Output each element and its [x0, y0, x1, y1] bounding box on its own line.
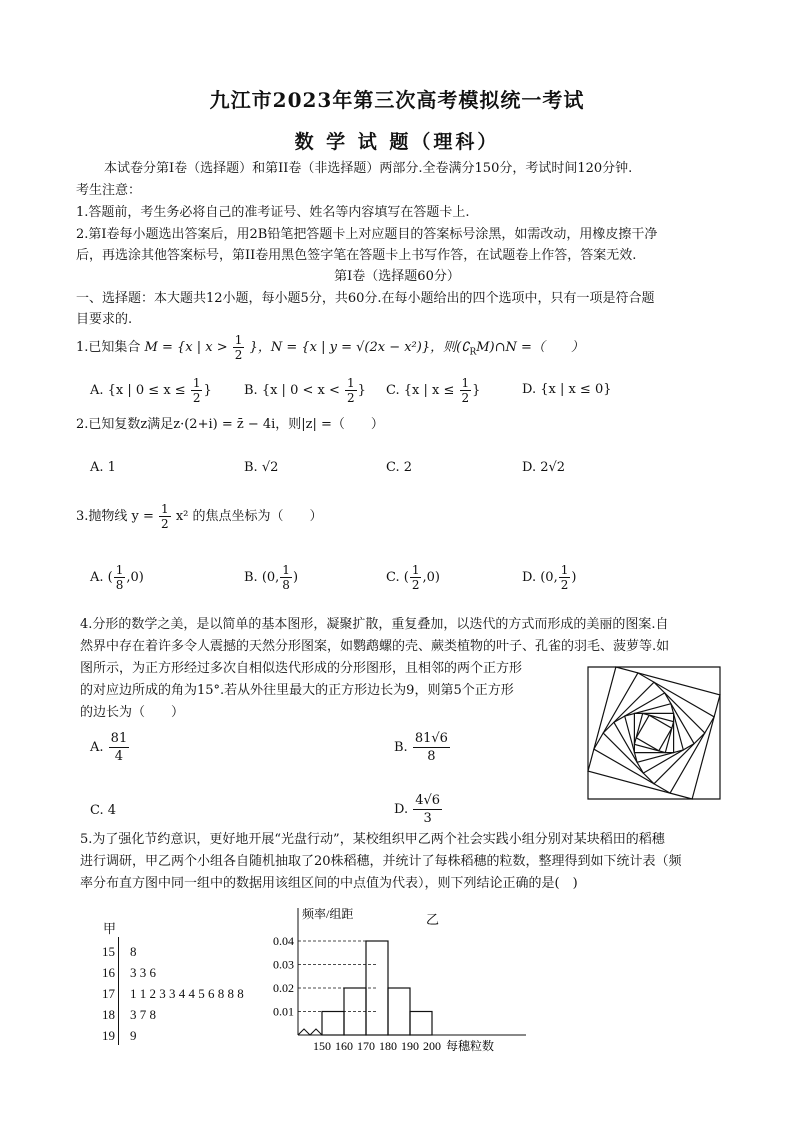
- q5-line-3: 率分布直方图中同一组中的数据用该组区间的中点值为代表），则下列结论正确的是( ): [80, 876, 578, 891]
- q3-c-post: ,0): [422, 570, 440, 585]
- q1-a-den: 2: [192, 391, 201, 405]
- q3-b-pre: B. (0,: [244, 570, 280, 585]
- x-tick-label: 160: [335, 1039, 353, 1053]
- x-tick-label: 180: [379, 1039, 397, 1053]
- q1-half-num: 1: [234, 333, 243, 347]
- q3-a-fraction: [114, 563, 126, 592]
- x-axis-label: 每穗粒数: [446, 1039, 495, 1053]
- part1-title: 第Ⅰ卷（选择题60分）: [334, 269, 460, 284]
- stem-leaf-label: 甲: [103, 921, 117, 936]
- fractal-square: [588, 667, 720, 799]
- q3-a-post: ,0): [126, 570, 144, 585]
- q4-line-5: 的边长为（ ）: [80, 705, 185, 720]
- q3-option-c[interactable]: [386, 563, 440, 593]
- q4-d-num: 4√6: [415, 793, 441, 808]
- x-tick-label: 200: [423, 1039, 441, 1053]
- q4-b-den: 8: [427, 749, 436, 764]
- y-tick-label: 0.04: [273, 934, 294, 948]
- q3-a-pre: A. (: [90, 570, 113, 585]
- q4-b-label: B.: [394, 740, 408, 755]
- histogram-bar: [388, 988, 410, 1035]
- q4-d-label: D.: [394, 802, 409, 817]
- q5-line-2: 进行调研，甲乙两个小组各自随机抽取了20株稻穗，并统计了每株稻穗的粒数，整理得到如下统计表（频: [80, 854, 682, 869]
- stem-value: 19: [102, 1028, 115, 1043]
- q1-half-den: 2: [234, 348, 243, 362]
- question-3-stem: [76, 502, 323, 532]
- notice-item-2b: 后，再选涂其他答案标号，第ⅠⅠ卷用黑色签字笔在答题卡上书写作答，在试题卷上作答，答案无效.: [76, 248, 637, 263]
- stem-value: 18: [102, 1007, 115, 1022]
- q4-option-b[interactable]: [394, 730, 451, 765]
- q3-half-fraction: [159, 502, 171, 531]
- intro-text: 本试卷分第Ⅰ卷（选择题）和第ⅠⅠ卷（非选择题）两部分.全卷满分150分，考试时间120分钟.: [104, 161, 633, 176]
- fractal-square: [634, 713, 673, 752]
- q3-b-post: ): [292, 570, 299, 585]
- q4-d-fraction: [413, 792, 442, 827]
- q4-a-label: A.: [90, 740, 104, 755]
- q3-c-pre: C. (: [386, 570, 409, 585]
- q1-option-c-text: C. {x | x ≤: [386, 383, 455, 398]
- q4-a-num: 81: [110, 731, 128, 746]
- y-axis-label: 频率/组距: [302, 907, 354, 921]
- leaf-column: [130, 941, 244, 1046]
- q1-set-n: }，N = {x | y = √(2x − x²)}，则(∁: [249, 340, 470, 355]
- q3-c-num: 1: [411, 563, 420, 577]
- y-tick-label: 0.02: [273, 981, 294, 995]
- exam-subtitle: 数 学 试 题（理科）: [294, 131, 500, 153]
- q2-option-b[interactable]: B. √2: [244, 460, 279, 475]
- q3-den: 2: [161, 517, 169, 531]
- leaf-values: 1 1 2 3 3 4 4 5 6 8 8 8: [130, 986, 244, 1001]
- question-2-stem: 2.已知复数z满足z·(2+i) = z̄ − 4i，则|z| =（ ）: [76, 417, 384, 432]
- q3-d-fraction: [559, 563, 571, 592]
- fractal-square: [614, 693, 694, 773]
- stem-leaf-divider: [118, 937, 119, 1045]
- q4-d-den: 3: [423, 811, 432, 826]
- chart-title: 乙: [426, 912, 440, 927]
- q2-option-a[interactable]: A. 1: [90, 460, 116, 475]
- q3-option-b[interactable]: [244, 563, 298, 593]
- q3-a-den: 8: [115, 578, 124, 592]
- q4-line-4: 的对应边所成的角为15°.若从外往里最大的正方形边长为9，则第5个正方形: [80, 683, 514, 698]
- q1-b-den: 2: [347, 391, 355, 405]
- q1-half-fraction: [233, 333, 245, 362]
- q2-option-d[interactable]: D. 2√2: [522, 460, 566, 475]
- q1-option-b-text: B. {x | 0 < x <: [244, 383, 340, 398]
- stem-value: 17: [102, 986, 115, 1001]
- fractal-square: [634, 713, 673, 752]
- stem-value: 15: [102, 944, 115, 959]
- q3-d-post: ): [571, 570, 577, 585]
- y-tick-label: 0.01: [273, 1004, 294, 1019]
- q4-b-fraction: [413, 730, 450, 765]
- q1-option-b-fraction: [345, 376, 357, 405]
- q1-option-a-text: A. {x | 0 ≤ x ≤: [90, 383, 186, 398]
- fractal-squares-figure: [584, 663, 724, 803]
- q1-a-num: 1: [192, 376, 201, 390]
- axis-break: [298, 1029, 322, 1035]
- q3-b-den: 8: [282, 578, 290, 592]
- q4-line-2: 然界中存在着许多令人震撼的天然分形图案，如鹦鹉螺的壳、蕨类植物的叶子、孔雀的羽毛、菠萝等.如: [80, 639, 670, 654]
- x-tick-label: 170: [357, 1039, 375, 1053]
- q1-option-d[interactable]: D. {x | x ≤ 0}: [522, 382, 612, 397]
- histogram-bar: [410, 1012, 432, 1036]
- section1-instructions-b: 目要求的.: [76, 312, 133, 327]
- q1-option-c-fraction: [460, 376, 472, 405]
- q4-line-1: 4.分形的数学之美，是以简单的基本图形，凝聚扩散，重复叠加，以迭代的方式而形成的美丽的图案.自: [80, 617, 669, 632]
- leaf-values: 9: [130, 1028, 137, 1043]
- x-tick-label: 190: [401, 1039, 419, 1053]
- q1-set-m: M = {x | x >: [144, 340, 228, 355]
- stem-value: 16: [102, 965, 115, 980]
- q1-option-c[interactable]: C. {x | x ≤ $\frac{1}{2}$ }: [386, 376, 481, 405]
- q3-num: 1: [161, 502, 169, 516]
- q3-c-den: 2: [411, 578, 420, 592]
- q1-option-b[interactable]: B. {x | 0 < x < $\frac{1}{2}$ }: [244, 376, 366, 405]
- section1-instructions-a: 一、选择题：本大题共12小题，每小题5分，共60分.在每小题给出的四个选项中，只有一项是符合题: [76, 291, 655, 306]
- q1-c-den: 2: [461, 391, 470, 405]
- q1-subscript: R: [469, 347, 477, 358]
- histogram-chart: [273, 900, 536, 1060]
- q3-d-den: 2: [560, 578, 569, 592]
- q3-b-num: 1: [282, 563, 290, 577]
- notice-item-1: 1.答题前，考生务必将自己的准考证号、姓名等内容填写在答题卡上.: [76, 205, 470, 220]
- q4-a-fraction: [109, 730, 130, 765]
- fractal-square: [594, 673, 714, 793]
- q3-d-pre: D. (0,: [522, 570, 558, 585]
- q4-option-a[interactable]: [90, 730, 130, 765]
- q3-c-fraction: [410, 563, 422, 592]
- q1-tail: M)∩N =（ ）: [476, 340, 584, 355]
- q3-d-num: 1: [560, 563, 569, 577]
- notice-title: 考生注意：: [76, 183, 142, 198]
- q3-stem-post: x² 的焦点坐标为（ ）: [175, 509, 323, 524]
- fractal-square: [603, 682, 705, 784]
- q1-option-a[interactable]: A. {x | 0 ≤ x ≤ $\frac{1}{2}$ }: [90, 376, 212, 405]
- q3-option-a[interactable]: [90, 563, 144, 593]
- q3-stem-pre: 3.抛物线 y =: [76, 509, 154, 524]
- q1-option-a-fraction: [191, 376, 203, 405]
- q1-prefix: 1.已知集合: [76, 340, 141, 355]
- q4-option-d[interactable]: [394, 792, 443, 827]
- y-tick-label: 0.03: [273, 957, 294, 972]
- q2-option-c[interactable]: C. 2: [386, 460, 413, 475]
- q5-line-1: 5.为了强化节约意识，更好地开展“光盘行动”，某校组织甲乙两个社会实践小组分别对某块稻田的稻穗: [80, 832, 665, 847]
- leaf-values: 8: [130, 944, 137, 959]
- leaf-values: 3 3 6: [130, 965, 156, 980]
- fractal-square: [588, 667, 720, 799]
- q3-option-d[interactable]: [522, 563, 576, 593]
- q1-b-num: 1: [347, 376, 355, 390]
- fractal-square: [625, 704, 684, 763]
- q4-b-num: 81√6: [414, 731, 448, 746]
- q1-c-num: 1: [461, 376, 470, 390]
- x-tick-label: 150: [313, 1039, 331, 1053]
- stem-column: [102, 941, 115, 1046]
- histogram-bar: [322, 1012, 344, 1036]
- fractal-square: [636, 715, 672, 751]
- question-1-stem: [76, 333, 584, 368]
- notice-item-2a: 2.第Ⅰ卷每小题选出答案后，用2B铅笔把答题卡上对应题目的答案标号涂黑，如需改动，用橡皮擦干净: [76, 227, 658, 242]
- leaf-values: 3 7 8: [130, 1007, 156, 1022]
- q3-b-fraction: [280, 563, 292, 592]
- q3-a-num: 1: [115, 563, 124, 577]
- q4-a-den: 4: [114, 749, 124, 764]
- q4-line-3: 图所示，为正方形经过多次自相似迭代形成的分形图形，且相邻的两个正方形: [80, 661, 523, 676]
- q4-option-c[interactable]: C. 4: [90, 803, 117, 818]
- exam-title: 九江市2023年第三次高考模拟统一考试: [209, 88, 585, 112]
